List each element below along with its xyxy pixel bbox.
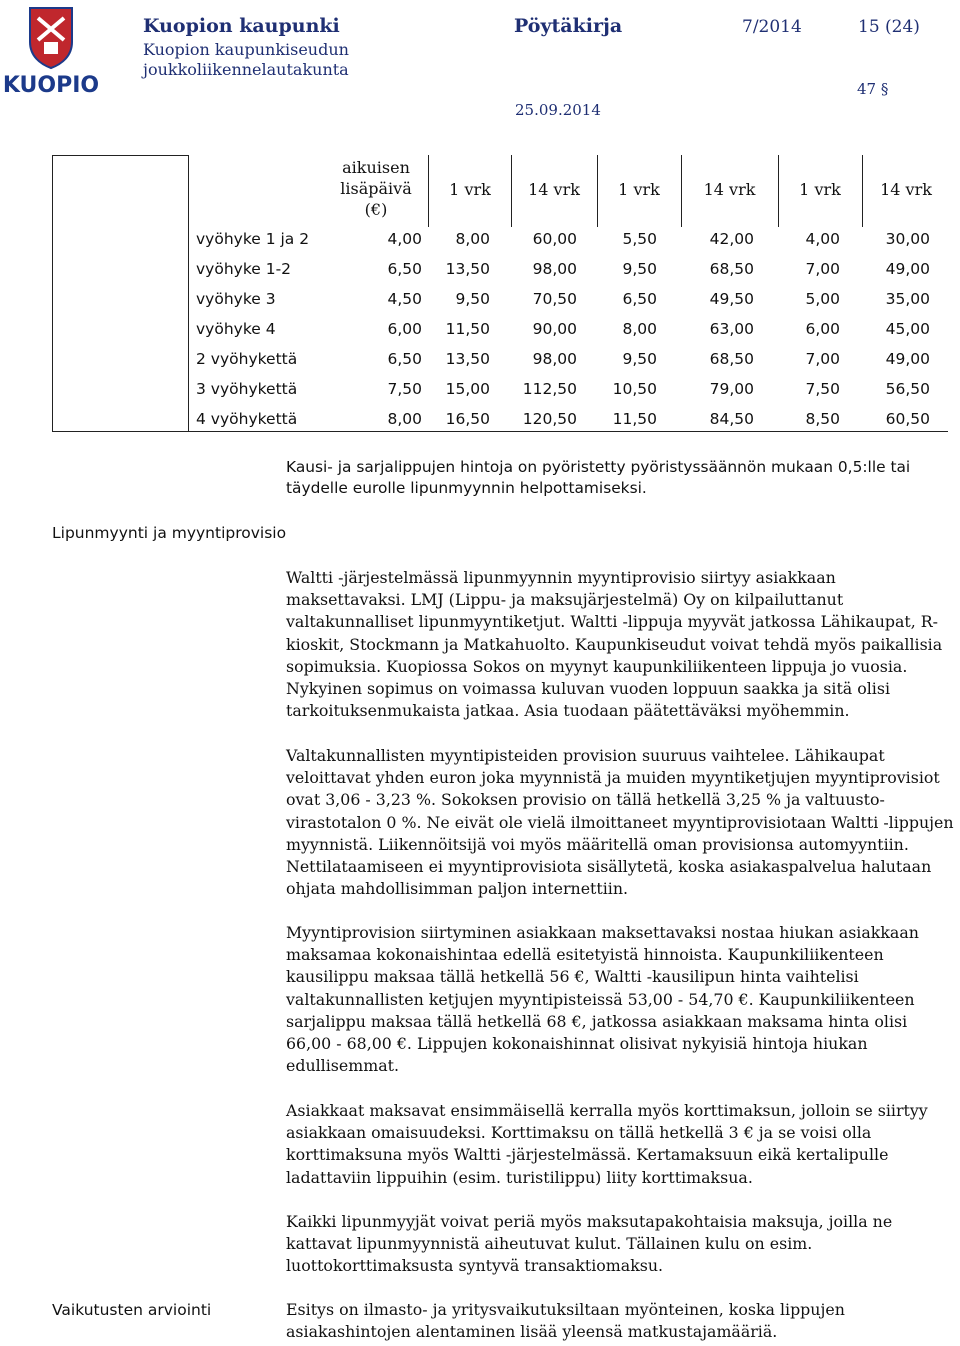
table-cell-price: 42,00: [709, 230, 754, 248]
table-cell-price: 7,50: [805, 380, 840, 398]
table-cell-price: 8,00: [622, 320, 657, 338]
meeting-date: 25.09.2014: [515, 101, 601, 119]
frame-left-border: [52, 155, 53, 431]
col-divider: [511, 155, 512, 227]
table-cell-price: 63,00: [709, 320, 754, 338]
table-cell-price: 10,50: [612, 380, 657, 398]
table-cell-price: 120,50: [522, 410, 577, 428]
table-cell-price: 70,50: [532, 290, 577, 308]
table-cell-price: 8,00: [387, 410, 422, 428]
table-cell-price: 6,00: [387, 320, 422, 338]
table-cell-price: 56,50: [885, 380, 930, 398]
table-row-zone-label: vyöhyke 3: [196, 290, 276, 308]
table-cell-price: 15,00: [445, 380, 490, 398]
table-cell-price: 11,50: [612, 410, 657, 428]
table-cell-price: 8,50: [805, 410, 840, 428]
table-cell-price: 98,00: [532, 350, 577, 368]
table-cell-price: 98,00: [532, 260, 577, 278]
table-cell-price: 11,50: [445, 320, 490, 338]
frame-top-border: [52, 155, 188, 156]
table-cell-price: 60,50: [885, 410, 930, 428]
table-cell-price: 7,00: [805, 260, 840, 278]
table-cell-price: 49,00: [885, 350, 930, 368]
frame-divider: [188, 155, 189, 431]
table-row-zone-label: vyöhyke 1 ja 2: [196, 230, 310, 248]
table-cell-price: 112,50: [522, 380, 577, 398]
section-label-vaikutukset: Vaikutusten arviointi: [52, 1301, 212, 1319]
column-header: 1 vrk: [618, 180, 660, 199]
column-header: 1 vrk: [449, 180, 491, 199]
table-row-zone-label: vyöhyke 4: [196, 320, 276, 338]
section-label-lipunmyynti: Lipunmyynti ja myyntiprovisio: [52, 524, 287, 542]
table-cell-price: 84,50: [709, 410, 754, 428]
col-divider: [597, 155, 598, 227]
table-cell-price: 7,50: [387, 380, 422, 398]
logo-text: KUOPIO: [4, 73, 98, 98]
table-cell-price: 6,50: [387, 350, 422, 368]
table-row-zone-label: 3 vyöhykettä: [196, 380, 298, 398]
table-cell-price: 49,00: [885, 260, 930, 278]
table-cell-price: 4,00: [805, 230, 840, 248]
kuopio-logo: [4, 2, 98, 98]
table-cell-price: 79,00: [709, 380, 754, 398]
table-cell-price: 6,00: [805, 320, 840, 338]
table-cell-price: 49,50: [709, 290, 754, 308]
table-row-zone-label: 2 vyöhykettä: [196, 350, 298, 368]
col-divider: [428, 155, 429, 227]
table-cell-price: 5,00: [805, 290, 840, 308]
table-cell-price: 16,50: [445, 410, 490, 428]
table-cell-price: 5,50: [622, 230, 657, 248]
organization-name: Kuopion kaupunki: [143, 15, 340, 37]
table-cell-price: 60,00: [532, 230, 577, 248]
paragraph-rounding: Kausi- ja sarjalippujen hintoja on pyöristetty pyöristyssäännön mukaan 0,5:lle tai täydelle eurolle lipunmyynnin helpottamiseksi.: [286, 458, 911, 497]
table-cell-price: 9,50: [622, 350, 657, 368]
header-line: aikuisen: [342, 158, 410, 177]
table-cell-price: 13,50: [445, 350, 490, 368]
table-cell-price: 45,00: [885, 320, 930, 338]
paragraph-price-impact: Myyntiprovision siirtyminen asiakkaan maksettavaksi nostaa hiukan asiakkaan maksamaa kokonaishintaa edellä esitetyistä hinnoista. Kaupunkiliikenteen kausilippu maksaa tällä hetkellä 56 €, Waltti -kausilipun hinta vaihtelisi valtakunnallisten ketjujen myyntipisteissä 53,00 - 54,70 €. Kaupunkiliikenteen sarjalippu maksaa tällä hetkellä 68 €, jatkossa asiakkaan maksama hinta olisi 66,00 - 68,00 €. Lippujen kokonaishinnat olisivat nykyisiä hintoja hiukan edullisemmat.: [286, 923, 919, 1076]
paragraph-card-fee: Asiakkaat maksavat ensimmäisellä kerralla myös korttimaksun, jolloin se siirtyy asiakkaan omaisuudeksi. Korttimaksu on tällä hetkellä 3 € ja se voisi olla korttimaksuna myös Waltti -järjestelmässä. Kertamaksuun eikä kertalipulle ladattaviin lippuihin (esim. turistilippu) liity korttimaksua.: [286, 1101, 928, 1187]
table-row-zone-label: 4 vyöhykettä: [196, 410, 298, 428]
table-row-zone-label: vyöhyke 1-2: [196, 260, 292, 278]
sub-organization-line2: joukkoliikennelautakunta: [143, 60, 349, 79]
paragraph-payment-fees: Kaikki lipunmyyjät voivat periä myös maksutapakohtaisia maksuja, joilla ne kattavat lipunmyynnistä aiheutuvat kulut. Tällainen kulu on esim. luottokorttimaksusta syntyvä transaktiomaksu.: [286, 1212, 893, 1276]
col-divider: [681, 155, 682, 227]
table-cell-price: 30,00: [885, 230, 930, 248]
table-cell-price: 35,00: [885, 290, 930, 308]
column-header-extra-day: [328, 157, 424, 220]
coat-of-arms-icon: [4, 2, 98, 98]
page-number: 15 (24): [858, 17, 920, 37]
frame-bottom-border: [52, 431, 948, 432]
section-number: 47 §: [857, 80, 889, 98]
paragraph-provision-size: Valtakunnallisten myyntipisteiden provision suuruus vaihtelee. Lähikaupat veloittavat yhden euron joka myynnistä ja muiden myyntiketjujen myyntiprovisiot ovat 3,06 - 3,23 %. Sokoksen provisio on tällä hetkellä 3,25 % ja valtuusto-virastotalon 0 %. Ne eivät ole vielä ilmoittaneet myyntiprovisiotaan Waltti -lippujen myynnistä. Liikennöitsijä voi myös määritellä oman provisionsa automyyntiin. Nettilataamiseen ei myyntiprovisiota sisällytetä, koska asiakaspalvelua halutaan ohjata mahdollisimman paljon internettiin.: [286, 746, 954, 899]
column-header: 14 vrk: [703, 180, 756, 199]
column-header: 14 vrk: [880, 180, 932, 199]
sub-organization-line1: Kuopion kaupunkiseudun: [143, 40, 349, 59]
table-cell-price: 68,50: [709, 260, 754, 278]
document-type: Pöytäkirja: [514, 15, 623, 37]
table-cell-price: 9,50: [622, 260, 657, 278]
table-cell-price: 13,50: [445, 260, 490, 278]
table-cell-price: 68,50: [709, 350, 754, 368]
col-divider: [778, 155, 779, 227]
table-cell-price: 8,00: [455, 230, 490, 248]
col-divider: [862, 155, 863, 227]
paragraph-waltti-provision: Waltti -järjestelmässä lipunmyynnin myyntiprovisio siirtyy asiakkaan maksettavaksi. LMJ (Lippu- ja maksujärjestelmä) Oy on kilpailuttanut valtakunnalliset lipunmyyntiketjut. Waltti -lippuja myyvät jatkossa Lähikaupat, R-kioskit, Stockmann ja Matkahuolto. Kaupunkiseudut voivat tehdä myös paikallisia sopimuksia. Kuopiossa Sokos on myynyt kaupunkiliikenteen lippuja jo vuosia. Nykyinen sopimus on voimassa kuluvan vuoden loppuun saakka ja sitä olisi tarkoituksenmukaista jatkaa. Asia tuodaan päätettäväksi myöhemmin.: [286, 568, 943, 721]
table-cell-price: 6,50: [622, 290, 657, 308]
table-cell-price: 6,50: [387, 260, 422, 278]
paragraph-impact-assessment: Esitys on ilmasto- ja yritysvaikutuksiltaan myönteinen, koska lippujen asiakashintojen alentaminen lisää yleensä matkustajamääriä.: [286, 1300, 845, 1342]
header-line: lisäpäivä: [340, 179, 412, 198]
table-cell-price: 7,00: [805, 350, 840, 368]
column-header: 14 vrk: [528, 180, 580, 199]
table-cell-price: 4,50: [387, 290, 422, 308]
table-cell-price: 4,00: [387, 230, 422, 248]
header-line: (€): [364, 200, 388, 219]
table-cell-price: 9,50: [455, 290, 490, 308]
table-cell-price: 90,00: [532, 320, 577, 338]
column-header: 1 vrk: [799, 180, 841, 199]
meeting-number: 7/2014: [742, 17, 802, 37]
